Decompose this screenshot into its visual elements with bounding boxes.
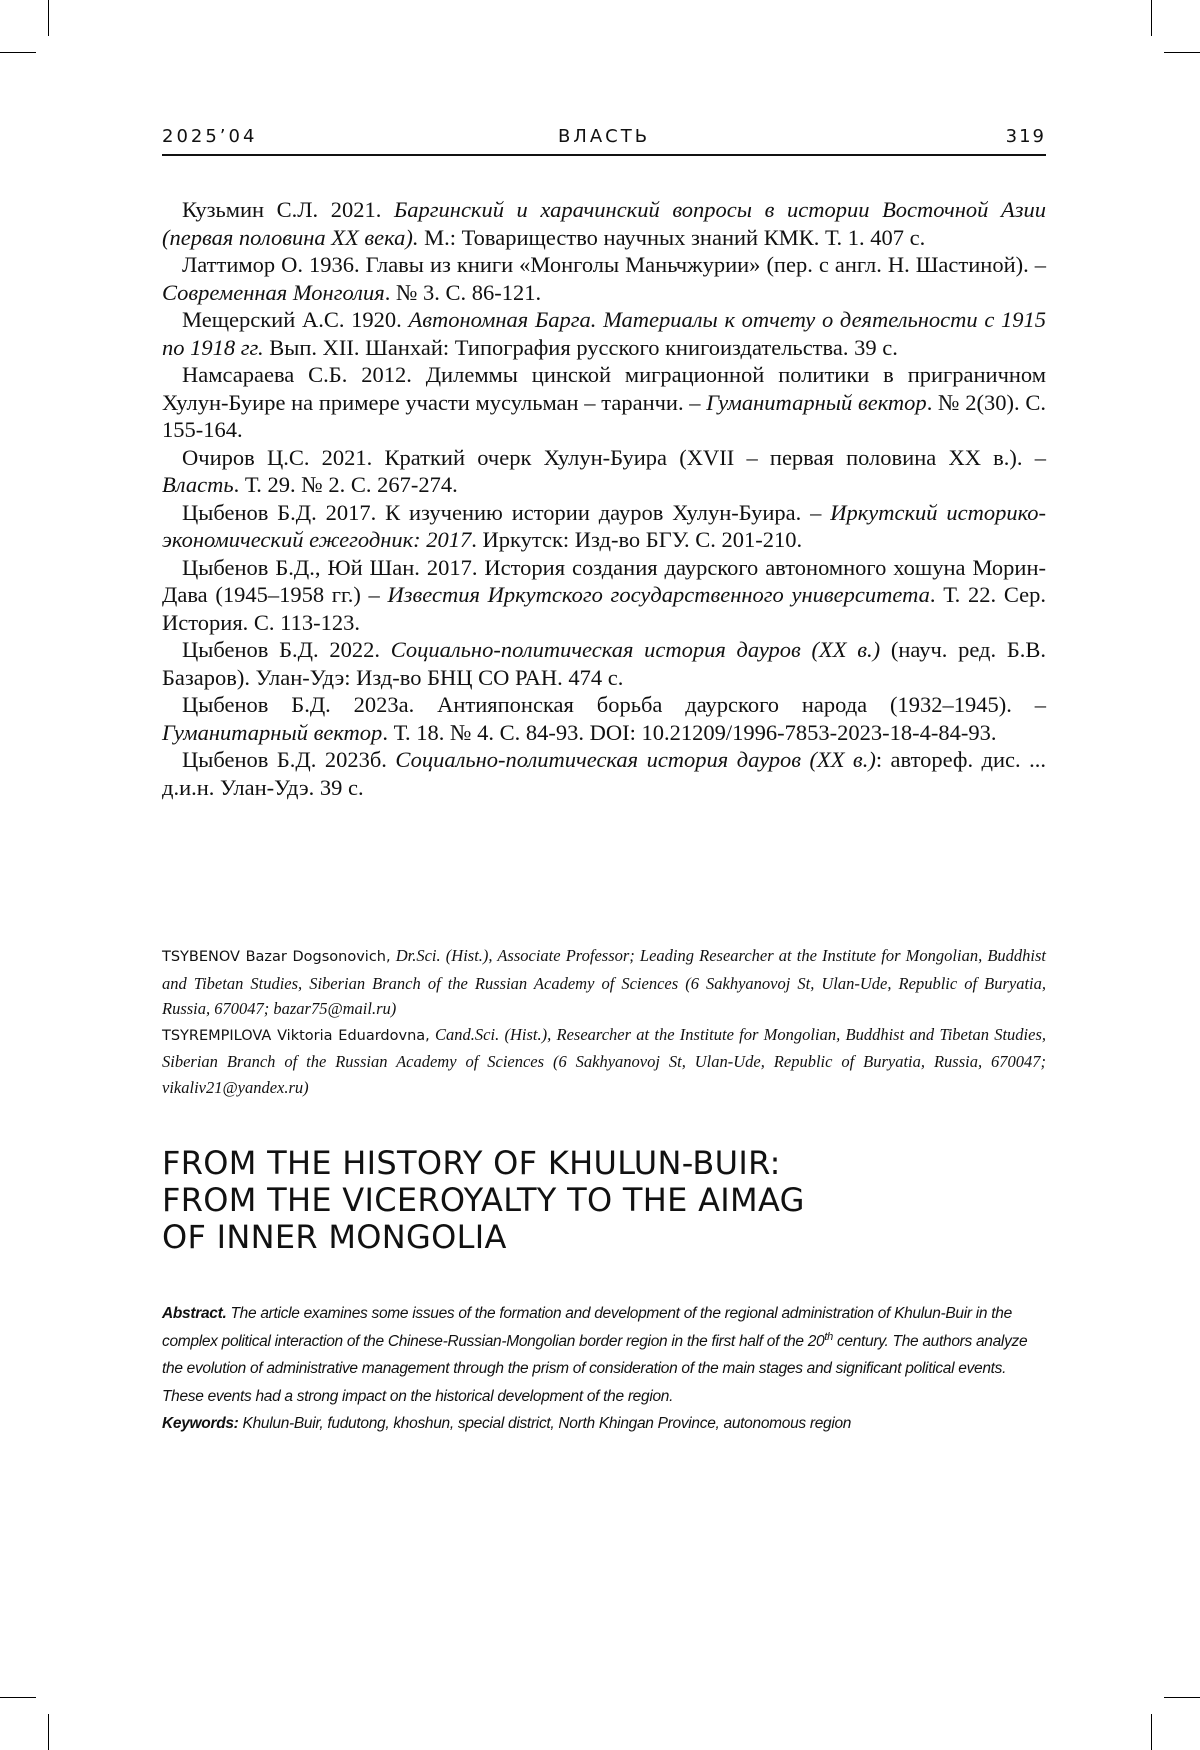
- issue-number: 2025’04: [162, 126, 257, 147]
- journal-name: ВЛАСТЬ: [162, 126, 1046, 147]
- reference-text: Латтимор О. 1936. Главы из книги «Монголы Маньчжурии» (пер. с англ. Н. Шастиной). –: [182, 252, 1046, 277]
- reference-text: Цыбенов Б.Д. 2022.: [182, 637, 391, 662]
- author-details: Dr.Sci. (Hist.), Associate Professor; Leading Researcher at the Institute for Mongolian, Buddhist and Tibetan Studies, Siberian Branch of the Russian Academy of Sciences (6 Sakhyanovoj St, Ulan-Ude, Republic of Buryatia, Russia, 670047; bazar75@mail.ru): [162, 946, 1046, 1018]
- abstract-block: [162, 1300, 1046, 1438]
- running-header: [162, 126, 1046, 156]
- reference-source: Власть: [162, 472, 234, 497]
- reference-text: Цыбенов Б.Д. 2023б.: [182, 747, 395, 772]
- reference-item: [162, 554, 1046, 637]
- abstract-text-continued: century. The authors analyze the evolution of administrative management through the prism of consideration of the main stages and significant political events. These events had a strong impact on the historical development of the region.: [162, 1333, 1027, 1405]
- reference-text: М.: Товарищество научных знаний КМК. Т. 1. 407 с.: [418, 225, 925, 250]
- page-number: 319: [1006, 126, 1046, 147]
- reference-source: Баргинский и харачинский вопросы в истории Восточной Азии (первая половина XX века).: [162, 197, 1046, 250]
- title-line: FROM THE HISTORY OF KHULUN-BUIR:: [162, 1145, 1046, 1182]
- author-name: TSYREMPILOVA Viktoria Eduardovna,: [162, 1028, 430, 1044]
- title-line: FROM THE VICEROYALTY TO THE AIMAG: [162, 1182, 1046, 1219]
- reference-text: Цыбенов Б.Д., Юй Шан. 2017. История создания даурского автономного хошуна Морин-Дава (1945–1958 гг.) –: [162, 555, 1046, 608]
- keywords-label: Keywords:: [162, 1415, 239, 1432]
- reference-item: [162, 361, 1046, 444]
- author-info: [162, 943, 1046, 1100]
- author-entry: [162, 1022, 1046, 1101]
- reference-text: Цыбенов Б.Д. 2023а. Антияпонская борьба даурского народа (1932–1945). –: [182, 692, 1046, 717]
- crop-mark-bottom-right-h: [1164, 1697, 1200, 1698]
- crop-mark-bottom-right-v: [1151, 1714, 1152, 1750]
- reference-source: Гуманитарный вектор: [706, 390, 926, 415]
- reference-source: Социально-политическая история дауров (XX в.): [391, 637, 880, 662]
- crop-mark-bottom-left-h: [0, 1697, 36, 1698]
- reference-item: [162, 444, 1046, 499]
- reference-text: Цыбенов Б.Д. 2017. К изучению истории дауров Хулун-Буира. –: [182, 500, 830, 525]
- crop-mark-bottom-left-v: [48, 1714, 49, 1750]
- article-title: [162, 1145, 1046, 1256]
- reference-item: [162, 196, 1046, 251]
- reference-source: Иркутский историко-экономический ежегодник: 2017: [162, 500, 1046, 553]
- reference-text: Намсараева С.Б. 2012. Дилеммы цинской миграционной политики в приграничном Хулун-Буире на примере участи мусульман – таранчи. –: [162, 362, 1046, 415]
- reference-text: Кузьмин С.Л. 2021.: [182, 197, 394, 222]
- reference-text: . Т. 29. № 2. С. 267-274.: [234, 472, 458, 497]
- title-line: OF INNER MONGOLIA: [162, 1219, 1046, 1256]
- reference-source: Автономная Барга. Материалы к отчету о деятельности с 1915 по 1918 гг.: [162, 307, 1046, 360]
- author-details: Cand.Sci. (Hist.), Researcher at the Institute for Mongolian, Buddhist and Tibetan Studies, Siberian Branch of the Russian Academy of Sciences (6 Sakhyanovoj St, Ulan-Ude, Republic of Buryatia, Russia, 670047; vikaliv21@yandex.ru): [162, 1025, 1046, 1097]
- reference-source: Современная Монголия: [162, 280, 385, 305]
- reference-text: . Т. 18. № 4. С. 84-93. DOI: 10.21209/1996-7853-2023-18-4-84-93.: [382, 720, 996, 745]
- reference-text: Очиров Ц.С. 2021. Краткий очерк Хулун-Буира (XVII – первая половина XX в.). –: [182, 445, 1046, 470]
- reference-text: . Иркутск: Изд-во БГУ. С. 201-210.: [471, 527, 802, 552]
- reference-item: [162, 306, 1046, 361]
- crop-mark-top-left-v: [48, 0, 49, 36]
- reference-item: [162, 691, 1046, 746]
- reference-text: . № 2(30). С. 155-164.: [162, 390, 1046, 443]
- reference-item: [162, 746, 1046, 801]
- reference-item: [162, 499, 1046, 554]
- crop-mark-top-right-h: [1164, 52, 1200, 53]
- reference-item: [162, 251, 1046, 306]
- crop-mark-top-left-h: [0, 52, 36, 53]
- reference-text: Вып. XII. Шанхай: Типография русского книгоиздательства. 39 с.: [264, 335, 898, 360]
- reference-source: Известия Иркутского государственного университета: [388, 582, 930, 607]
- reference-text: . Т. 22. Сер. История. С. 113-123.: [162, 582, 1046, 635]
- ordinal-suffix: th: [824, 1330, 833, 1342]
- reference-source: Социально-политическая история дауров (XX в.): [395, 747, 875, 772]
- reference-item: [162, 636, 1046, 691]
- abstract-label: Abstract.: [162, 1305, 227, 1322]
- reference-text: : автореф. дис. ... д.и.н. Улан-Удэ. 39 с.: [162, 747, 1046, 800]
- abstract: [162, 1300, 1046, 1410]
- reference-text: Мещерский А.С. 1920.: [182, 307, 408, 332]
- author-name: TSYBENOV Bazar Dogsonovich,: [162, 949, 391, 965]
- crop-mark-top-right-v: [1151, 0, 1152, 36]
- reference-text: (науч. ред. Б.В. Базаров). Улан-Удэ: Изд-во БНЦ СО РАН. 474 с.: [162, 637, 1046, 690]
- author-entry: [162, 943, 1046, 1022]
- reference-text: . № 3. С. 86-121.: [385, 280, 541, 305]
- reference-source: Гуманитарный вектор: [162, 720, 382, 745]
- keywords-text: Khulun-Buir, fudutong, khoshun, special district, North Khingan Province, autonomous region: [239, 1415, 852, 1432]
- abstract-text: The article examines some issues of the formation and development of the regional administration of Khulun-Buir in the complex political interaction of the Chinese-Russian-Mongolian border region in the first half of the 20: [162, 1305, 1012, 1350]
- reference-list: [162, 196, 1046, 801]
- keywords: [162, 1410, 1046, 1438]
